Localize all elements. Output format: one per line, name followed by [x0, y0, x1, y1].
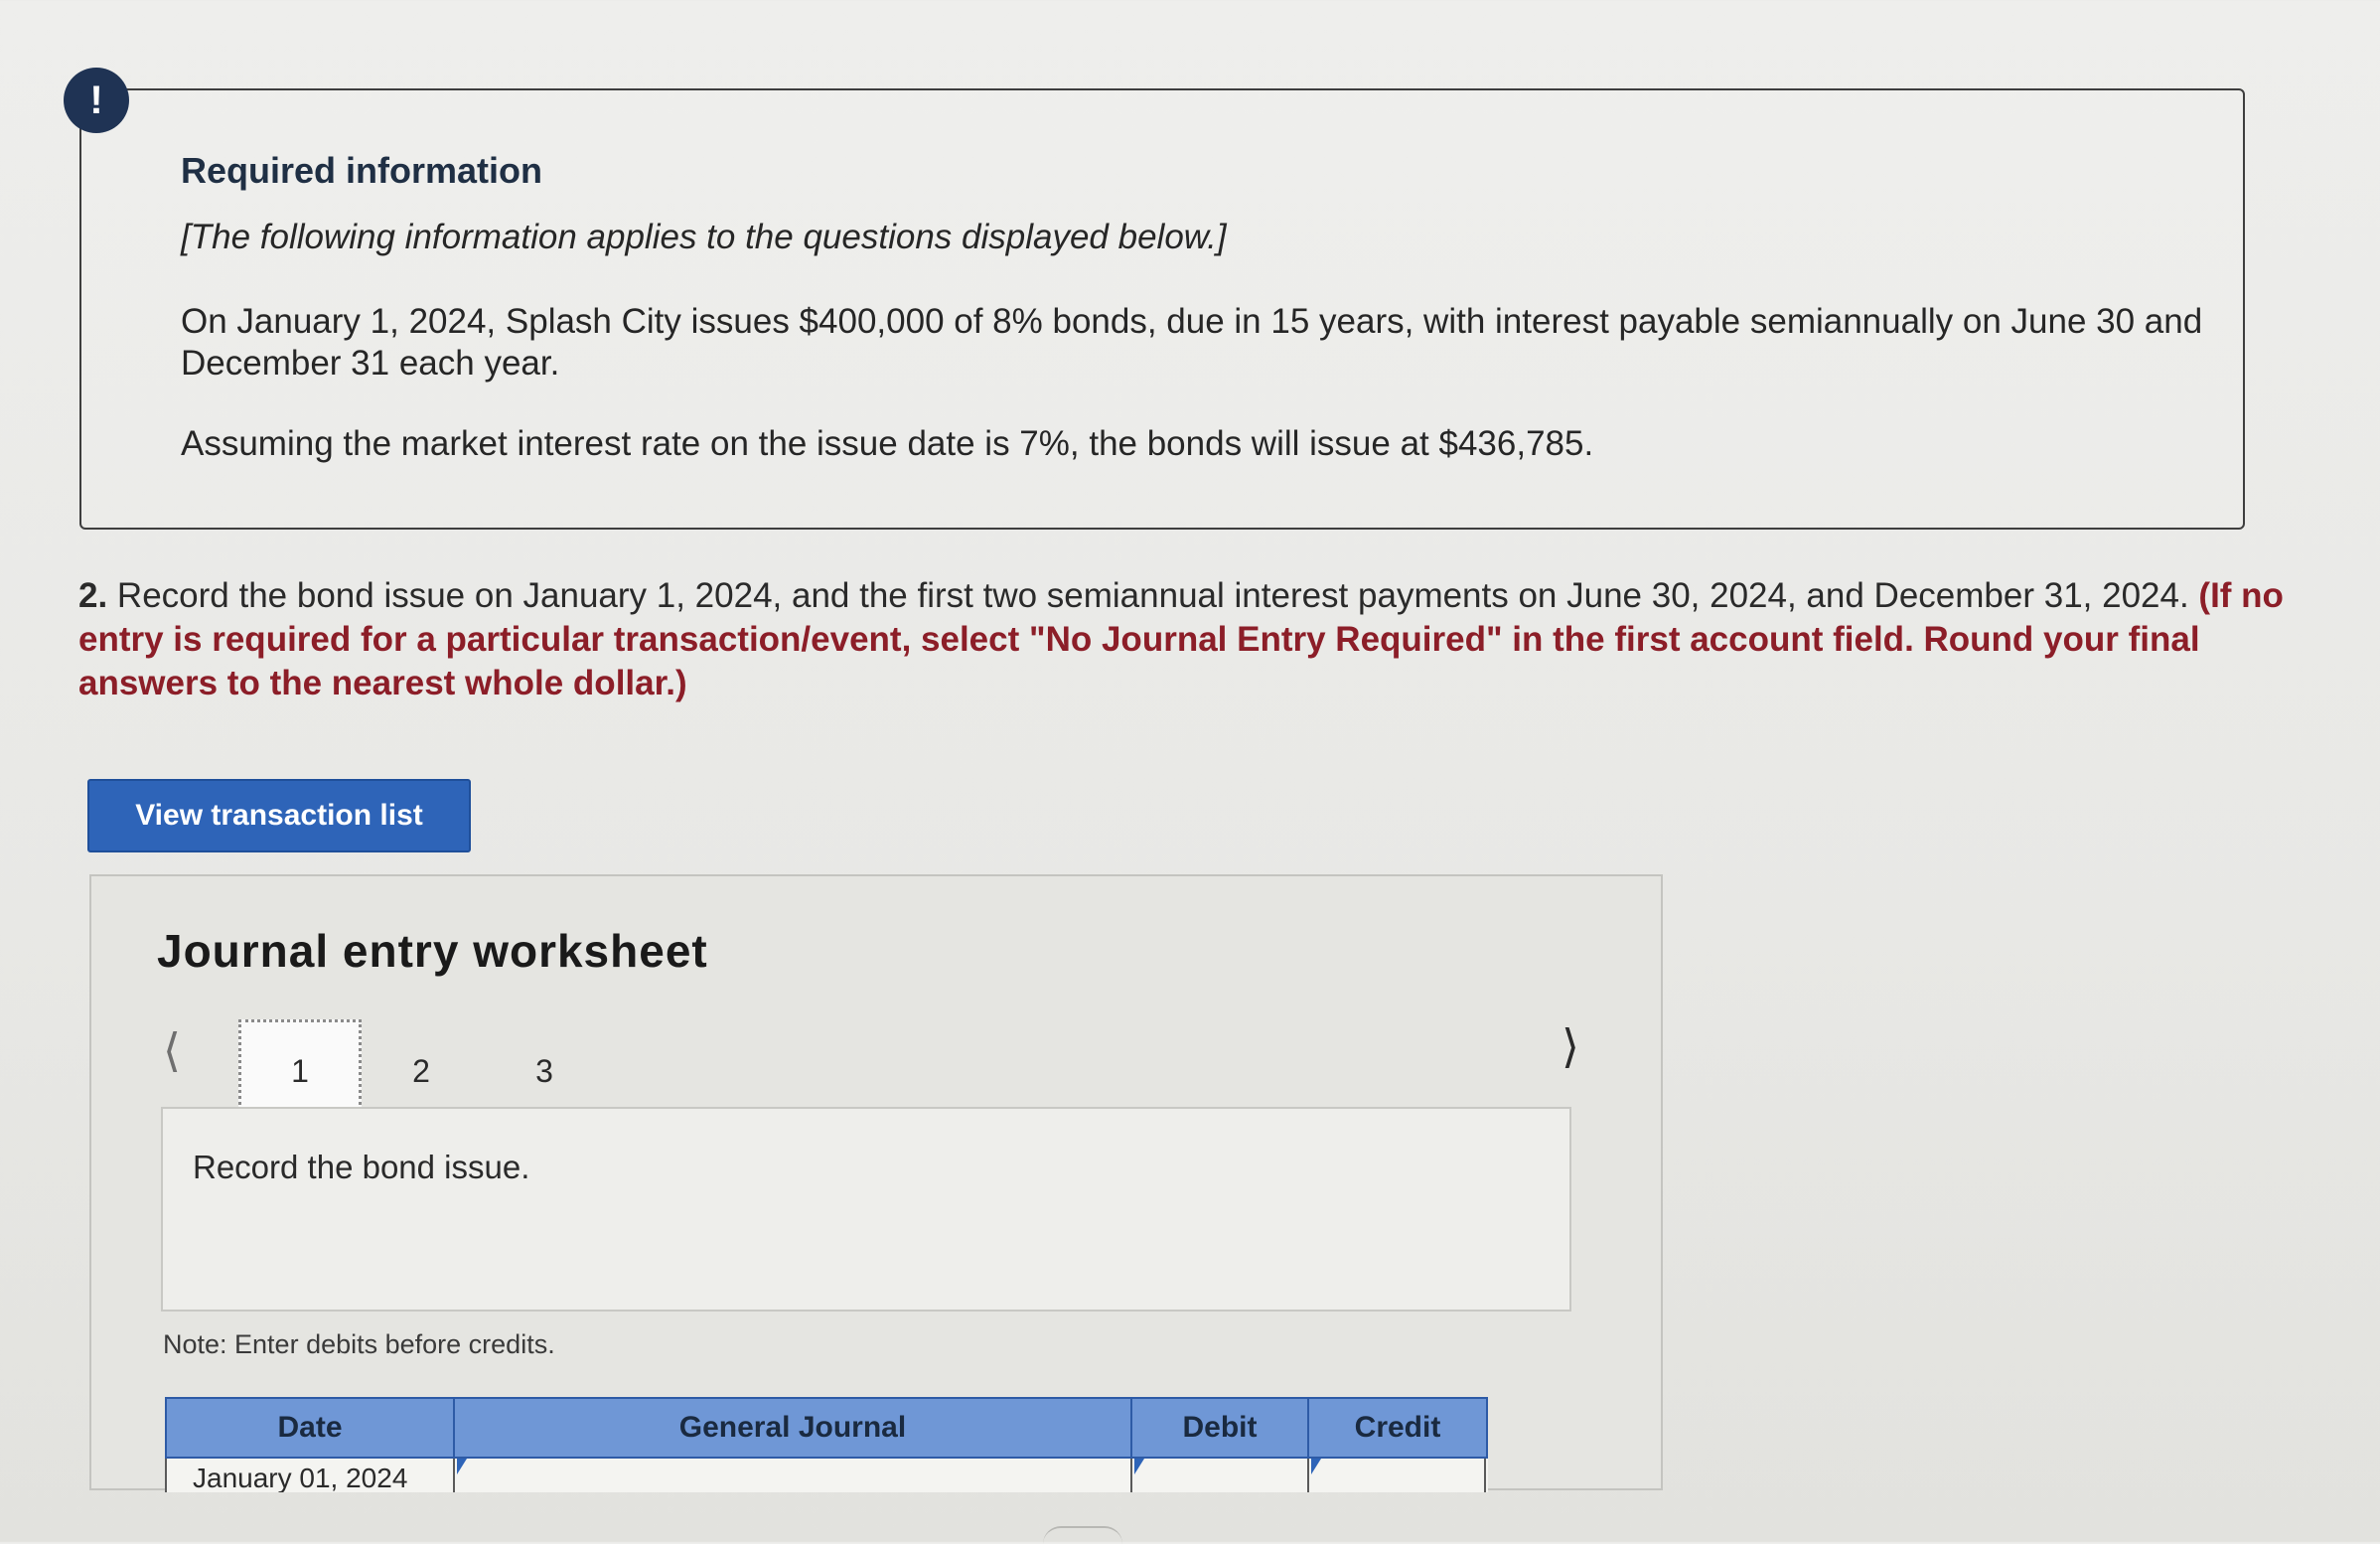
note-text: Note: Enter debits before credits. [163, 1329, 555, 1359]
header-debit: Debit [1132, 1399, 1309, 1457]
date-cell: January 01, 2024 [193, 1463, 408, 1492]
instruction-panel [161, 1107, 1571, 1312]
view-transaction-list-button[interactable]: View transaction list [87, 779, 471, 852]
journal-table [165, 1397, 1488, 1492]
tab-2[interactable]: 2 [412, 1052, 430, 1089]
required-information-box [79, 88, 2245, 530]
header-credit: Credit [1354, 1411, 1441, 1444]
tab-1[interactable]: 1 [238, 1019, 362, 1123]
column-divider [453, 1459, 455, 1492]
instruction-text: Record the bond issue. [193, 1149, 530, 1185]
column-divider [1130, 1459, 1132, 1492]
question-instruction: (If no entry is required for a particular transaction/event, select "No Journal Entry Required" in the first account field. Round your final answers to the nearest whole dollar.) [78, 576, 2284, 702]
info-paragraph-1: On January 1, 2024, Splash City issues $400,000 of 8% bonds, due in 15 years, with interest payable semiannually on June 30 and December 31 each year. [181, 302, 2203, 383]
question-text [78, 574, 2323, 705]
info-paragraph-2: Assuming the market interest rate on the issue date is 7%, the bonds will issue at $436,785. [181, 424, 1594, 463]
debit-cell-flag-icon[interactable] [1134, 1459, 1144, 1474]
header-date: Date [167, 1399, 455, 1457]
page-footer-handle [1043, 1526, 1122, 1544]
tab-3[interactable]: 3 [535, 1052, 553, 1089]
info-note: [The following information applies to the questions displayed below.] [181, 218, 1227, 256]
credit-cell-flag-icon[interactable] [1311, 1459, 1321, 1474]
header-general-journal: General Journal [455, 1399, 1132, 1457]
exclamation-icon: ! [64, 68, 129, 133]
account-cell-flag-icon[interactable] [457, 1459, 467, 1474]
column-divider [1484, 1459, 1486, 1492]
info-title: Required information [181, 150, 543, 191]
table-row [165, 1459, 1488, 1492]
journal-entry-worksheet [89, 874, 1663, 1490]
question-number: 2. [78, 576, 108, 615]
question-body: Record the bond issue on January 1, 2024, and the first two semiannual interest payments on June 30, 2024, and December 31, 2024. [107, 576, 2199, 615]
worksheet-title: Journal entry worksheet [157, 925, 708, 977]
column-divider [1307, 1459, 1309, 1492]
table-header [165, 1397, 1488, 1459]
chevron-left-icon[interactable]: ⟨ [163, 1024, 181, 1076]
chevron-right-icon[interactable]: ⟩ [1562, 1020, 1579, 1072]
